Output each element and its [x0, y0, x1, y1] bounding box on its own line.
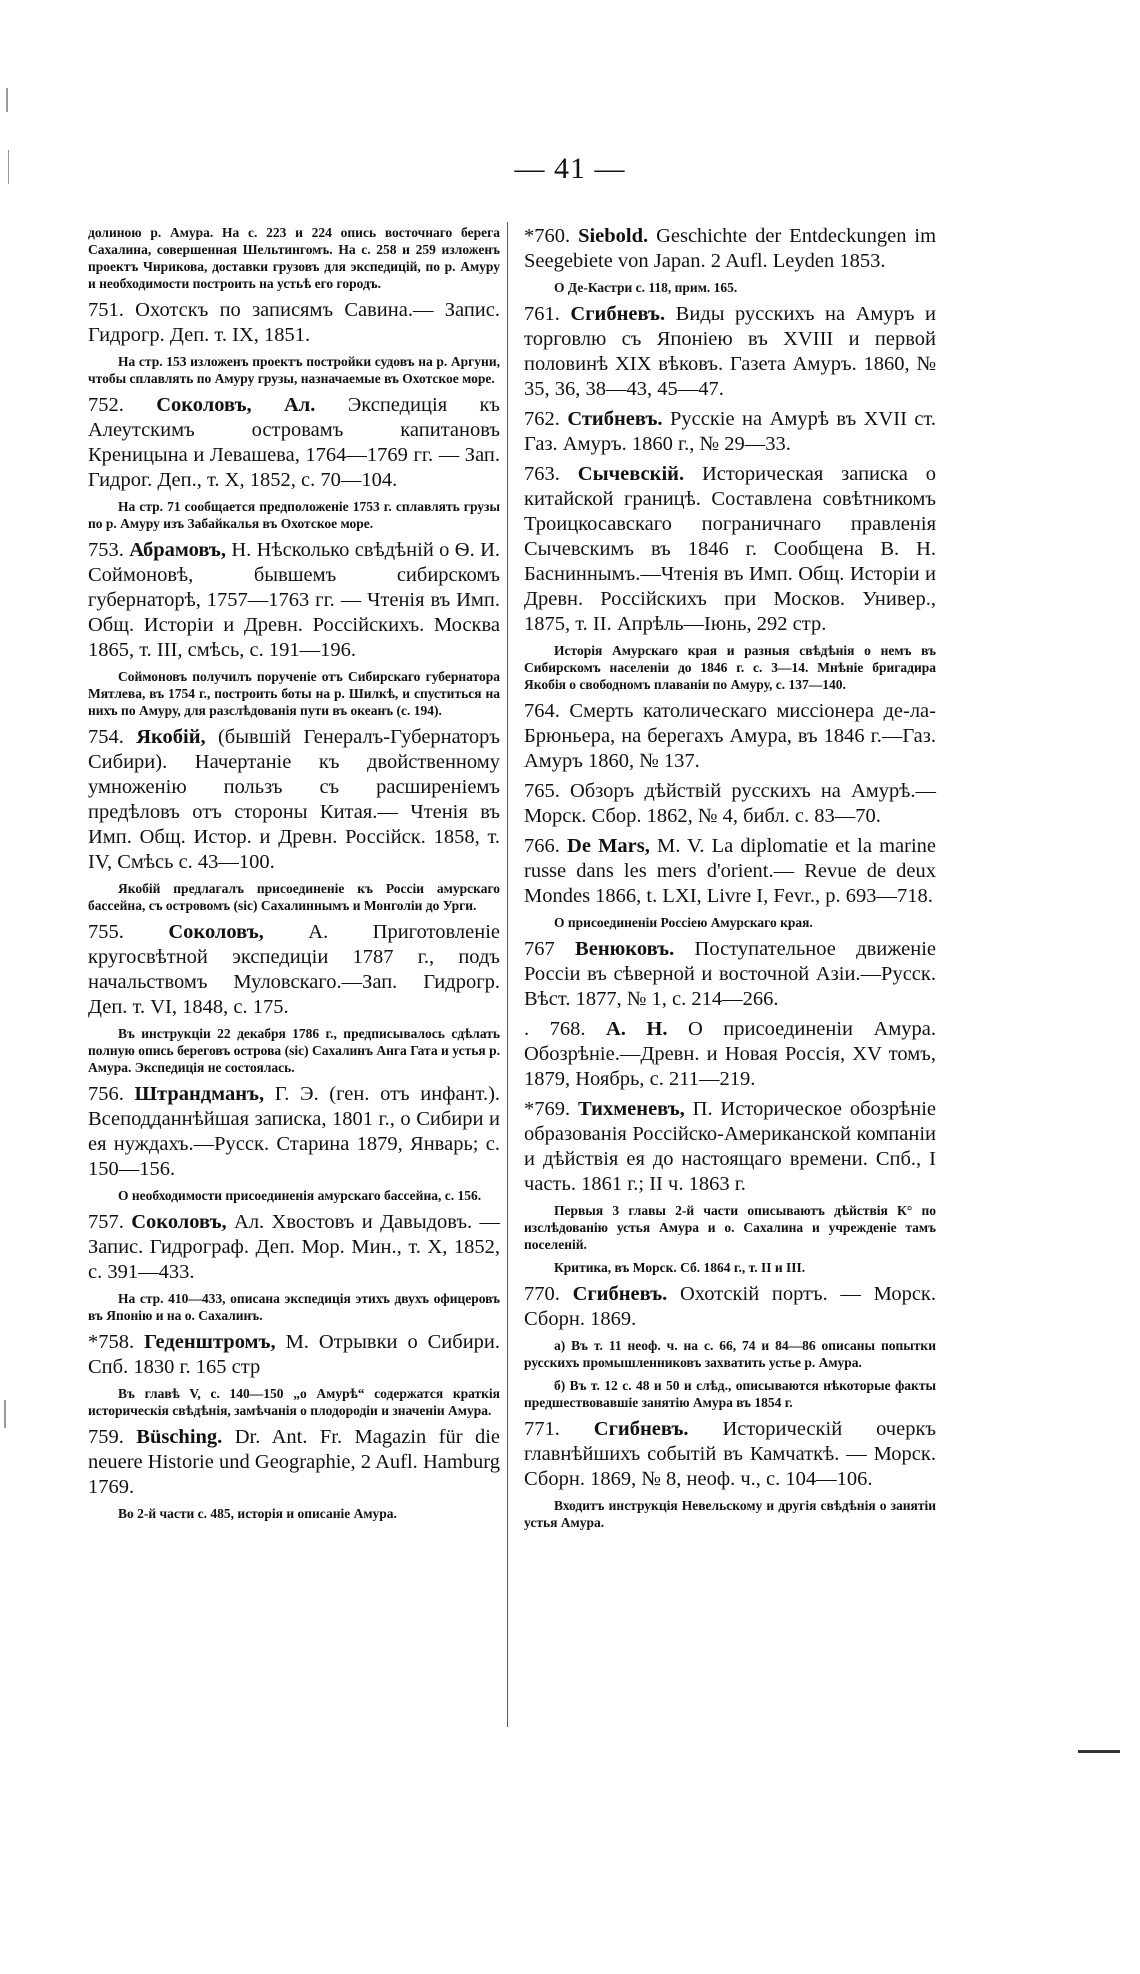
scan-edge-mark: [6, 88, 8, 112]
entry-text: M. V. La diplomatie et la marine russe dans les mers d'orient.— Revue de deux Mondes 1866, t. LXI, Livre I, Fevr., p. 693—718.: [524, 835, 937, 907]
entry-author: Сычевскій.: [577, 463, 685, 485]
entry-author: Якобій,: [136, 726, 206, 748]
entry-text: М. Отрывки о Сибири. Спб. 1830 г. 165 стр: [88, 1331, 501, 1378]
entry-text: (бывшій Генералъ-Губернаторъ Сибири). Начертаніе къ двойственному умноженію пользъ съ расширеніемъ предѣловъ отъ стороны Китая.— Чтенія въ Имп. Общ. Истор. и Древн. Россійск. 1858, т. IV, Смѣсь с. 43—100.: [88, 726, 500, 873]
bibliography-entry: [524, 834, 936, 909]
entry-number: *760.: [524, 225, 571, 247]
bibliography-entry: [524, 224, 936, 274]
entry-text: Смерть католическаго миссіонера де-ла-Брюньера, на берегахъ Амура, въ 1846 г.—Газ. Амуръ 1860, № 137.: [524, 700, 936, 772]
entry-number: 752.: [88, 394, 124, 416]
bibliography-entry: [524, 407, 936, 457]
entry-note: О Де-Кастри с. 118, прим. 165.: [554, 280, 738, 295]
entry-text: Н. Нѣсколько свѣдѣній о Ѳ. И. Соймоновѣ, бывшемъ сибирскомъ губернаторѣ, 1757—1763 гг. — Чтенія въ Имп. Общ. Исторіи и Древн. Россійскихъ. Москва 1865, т. III, смѣсь, с. 191—196.: [88, 539, 501, 661]
bibliography-entry: [524, 302, 936, 402]
entry-author: Стибневъ.: [567, 408, 663, 430]
entry-author: Венюковъ.: [575, 938, 675, 960]
entry-note: а) Въ т. 11 неоф. ч. на с. 66, 74 и 84—86 описаны попытки русскихъ промышленниковъ захватить устье р. Амура.: [524, 1338, 936, 1370]
right-entries: [524, 224, 936, 1531]
entry-text: Историческій очеркъ главнѣйшихъ событій въ Камчаткѣ. — Морск. Сборн. 1869, № 8, неоф. ч., с. 104—106.: [524, 1418, 937, 1490]
bibliography-entry: [88, 725, 500, 875]
entry-number: 762.: [524, 408, 560, 430]
entry-note: Первыя 3 главы 2-й части описываютъ дѣйствія К° по изслѣдованію устья Амура и о. Сахалина и учрежденіе тамъ поселеній.: [524, 1203, 936, 1252]
entry-number: 761.: [524, 303, 560, 325]
entry-note: Исторія Амурскаго края и разныя свѣдѣнія о немъ въ Сибирскомъ населеніи до 1846 г. с. 3—14. Мнѣніе бригадира Якобія о свободномъ плаваніи по Амуру, с. 137—140.: [524, 643, 936, 692]
entry-author: Абрамовъ,: [129, 539, 226, 561]
entry-number: 767: [524, 938, 555, 960]
bibliography-entry: [524, 462, 936, 637]
entry-number: 766.: [524, 835, 560, 857]
bibliography-entry: [524, 937, 936, 1012]
entry-number: 755.: [88, 921, 124, 943]
bibliography-entry: [524, 1282, 936, 1332]
bibliography-entry: [88, 1210, 500, 1285]
bibliography-entry: [524, 779, 936, 829]
scan-edge-mark: [4, 1400, 6, 1428]
entry-note: Входитъ инструкція Невельскому и другія свѣдѣнія о занятіи устья Амура.: [524, 1498, 936, 1530]
entry-number: 754.: [88, 726, 124, 748]
entry-text: П. Историческое обозрѣніе образованія Россійско-Американской компаніи и дѣйствія ея до настоящаго времени. Спб., I часть. 1861 г.; II ч. 1863 г.: [524, 1098, 937, 1195]
page-number: — 41 —: [514, 152, 626, 185]
entry-author: De Mars,: [567, 835, 650, 857]
entry-author: Büsching.: [136, 1426, 223, 1448]
entry-text: А. Приготовленіе кругосвѣтной экспедиціи 1787 г., подъ начальствомъ Муловскаго.—Зап. Гидрогр. Деп. т. VI, 1848, с. 175.: [88, 921, 501, 1018]
entry-author: Siebold.: [578, 225, 649, 247]
entry-text: Историческая записка о китайской границѣ. Составлена совѣтникомъ Троицкосавскаго пограничнаго правленія Сычевскимъ въ 1846 г. Сообщена В. Н. Басниннымъ.—Чтенія въ Имп. Общ. Исторіи и Древн. Россійскихъ при Москов. Универ., 1875, т. II. Апрѣль—Іюнь, 292 стр.: [524, 463, 936, 635]
entry-number: . 768.: [524, 1018, 586, 1040]
entry-author: Сгибневъ.: [593, 1418, 689, 1440]
bibliography-entry: [88, 1330, 500, 1380]
entry-note: Въ инструкціи 22 декабря 1786 г., предписывалось сдѣлать полную опись береговъ острова (sic) Сахалинъ Анга Гата и устья р. Амура. Экспедиція не состоялась.: [88, 1026, 500, 1075]
entry-text: Экспедиція къ Алеутскимъ островамъ капитановъ Креницына и Левашева, 1764—1769 гг. — Зап. Гидрог. Деп., т. X, 1852, с. 70—104.: [88, 394, 501, 491]
entry-text: Виды русскихъ на Амуръ и торговлю съ Японіею въ XVIII и первой половинѣ XIX вѣковъ. Газета Амуръ. 1860, № 35, 36, 38—43, 45—47.: [524, 303, 936, 400]
bibliography-entry: [88, 1082, 500, 1182]
bibliography-entry: [524, 699, 936, 774]
entry-number: 770.: [524, 1283, 560, 1305]
margin-dash: [1078, 1750, 1120, 1753]
entry-number: 763.: [524, 463, 560, 485]
entry-text: Поступательное движеніе Россіи въ сѣверной и восточной Азіи.—Русск. Вѣст. 1877, № 1, с. 214—266.: [524, 938, 936, 1010]
entry-number: 765.: [524, 780, 560, 802]
continued-note: долиною р. Амура. На с. 223 и 224 опись восточнаго берега Сахалина, совершенная Шельтингомъ. На с. 258 и 259 изложенъ проектъ Чирикова, доставки грузовъ для экспедицій, по р. Амуру и необходимости построить на устьѣ его городъ.: [88, 225, 500, 291]
column-divider: [507, 222, 508, 1727]
entry-text: Обзоръ дѣйствій русскихъ на Амурѣ.—Морск. Сбор. 1862, № 4, библ. с. 83—70.: [524, 780, 937, 827]
bibliography-entry: [524, 1097, 936, 1197]
entry-text: Geschichte der Entdeckungen im Seegebiete von Japan. 2 Aufl. Leyden 1853.: [524, 225, 937, 272]
right-column: [524, 224, 936, 1537]
entry-number: 751.: [88, 299, 124, 321]
entry-note: На стр. 71 сообщается предположеніе 1753 г. сплавлять грузы по р. Амуру изъ Забайкалья въ Охотское море.: [88, 499, 500, 531]
entry-note: На стр. 410—433, описана экспедиція этихъ двухъ офицеровъ въ Японію и на о. Сахалинъ.: [88, 1291, 500, 1323]
entry-number: *769.: [524, 1098, 571, 1120]
entry-text: Охотскъ по записямъ Савина.— Запис. Гидрогр. Деп. т. IX, 1851.: [88, 299, 501, 346]
entry-number: 771.: [524, 1418, 560, 1440]
bibliography-entry: [88, 538, 500, 663]
entry-note: О необходимости присоединенія амурскаго бассейна, с. 156.: [118, 1188, 482, 1203]
entry-note: Во 2-й части с. 485, исторія и описаніе Амура.: [118, 1506, 397, 1521]
bibliography-entry: [524, 1417, 936, 1492]
entry-note: Критика, въ Морск. Сб. 1864 г., т. II и III.: [554, 1260, 806, 1275]
entry-number: *758.: [88, 1331, 135, 1353]
entry-note: На стр. 153 изложенъ проектъ постройки судовъ на р. Аргуни, чтобы сплавлять по Амуру грузы, назначаемые въ Охотское море.: [88, 354, 500, 386]
entry-note: б) Въ т. 12 с. 48 и 50 и слѣд., описываются нѣкоторые факты предшествовавшіе занятію Амура въ 1854 г.: [524, 1378, 936, 1410]
entry-note: Соймоновъ получилъ порученіе отъ Сибирскаго губернатора Мятлева, въ 1754 г., построить боты на р. Шилкѣ, и спуститься на нихъ по Амуру, для разслѣдованія пути въ океанъ (с. 194).: [88, 669, 500, 718]
entry-author: Штрандманъ,: [134, 1083, 265, 1105]
entry-author: Геденштромъ,: [144, 1331, 276, 1353]
entry-text: Охотскій портъ. — Морск. Сборн. 1869.: [524, 1283, 937, 1330]
bibliography-entry: [524, 1017, 936, 1092]
entry-author: А. Н.: [606, 1018, 668, 1040]
entry-number: 753.: [88, 539, 124, 561]
entry-author: Сгибневъ.: [570, 303, 666, 325]
entry-author: Тихменевъ,: [577, 1098, 685, 1120]
entry-note: О присоединеніи Россіею Амурскаго края.: [554, 915, 813, 930]
entry-number: 759.: [88, 1426, 124, 1448]
entry-number: 757.: [88, 1211, 124, 1233]
entry-text: Dr. Ant. Fr. Magazin für die neuere Historie und Geographie, 2 Aufl. Hamburg 1769.: [88, 1426, 500, 1498]
entry-note: Якобій предлагалъ присоединеніе къ Россіи амурскаго бассейна, съ островомъ (sic) Сахалиннымъ и Монголіи до Урги.: [88, 881, 500, 913]
entry-author: Соколовъ, Ал.: [156, 394, 316, 416]
bibliography-entry: [88, 393, 500, 493]
left-column: [88, 224, 500, 1528]
entry-text: Ал. Хвостовъ и Давыдовъ. — Запис. Гидрограф. Деп. Мор. Мин., т. X, 1852, с. 391—433.: [88, 1211, 501, 1283]
bibliography-entry: [88, 1425, 500, 1500]
entry-text: О присоединеніи Амура. Обозрѣніе.—Древн. и Новая Россія, XV томъ, 1879, Ноябрь, с. 211—219.: [524, 1018, 937, 1090]
entry-note: Въ главѣ V, с. 140—150 „о Амурѣ“ содержатся краткія историческія свѣдѣнія, замѣчанія о плодородіи и значеніи Амура.: [88, 1386, 500, 1418]
entry-number: 756.: [88, 1083, 124, 1105]
entry-text: Г. Э. (ген. отъ инфант.). Всеподданнѣйшая записка, 1801 г., о Сибири и ея нуждахъ.—Русск. Старина 1879, Январь; с. 150—156.: [88, 1083, 501, 1180]
left-entries: [88, 298, 500, 1522]
bibliography-entry: [88, 920, 500, 1020]
entry-author: Сгибневъ.: [572, 1283, 668, 1305]
entry-author: Соколовъ,: [168, 921, 264, 943]
bibliography-entry: [88, 298, 500, 348]
entry-text: Русскіе на Амурѣ въ XVII ст. Газ. Амуръ. 1860 г., № 29—33.: [524, 408, 936, 455]
entry-author: Соколовъ,: [131, 1211, 227, 1233]
entry-number: 764.: [524, 700, 560, 722]
